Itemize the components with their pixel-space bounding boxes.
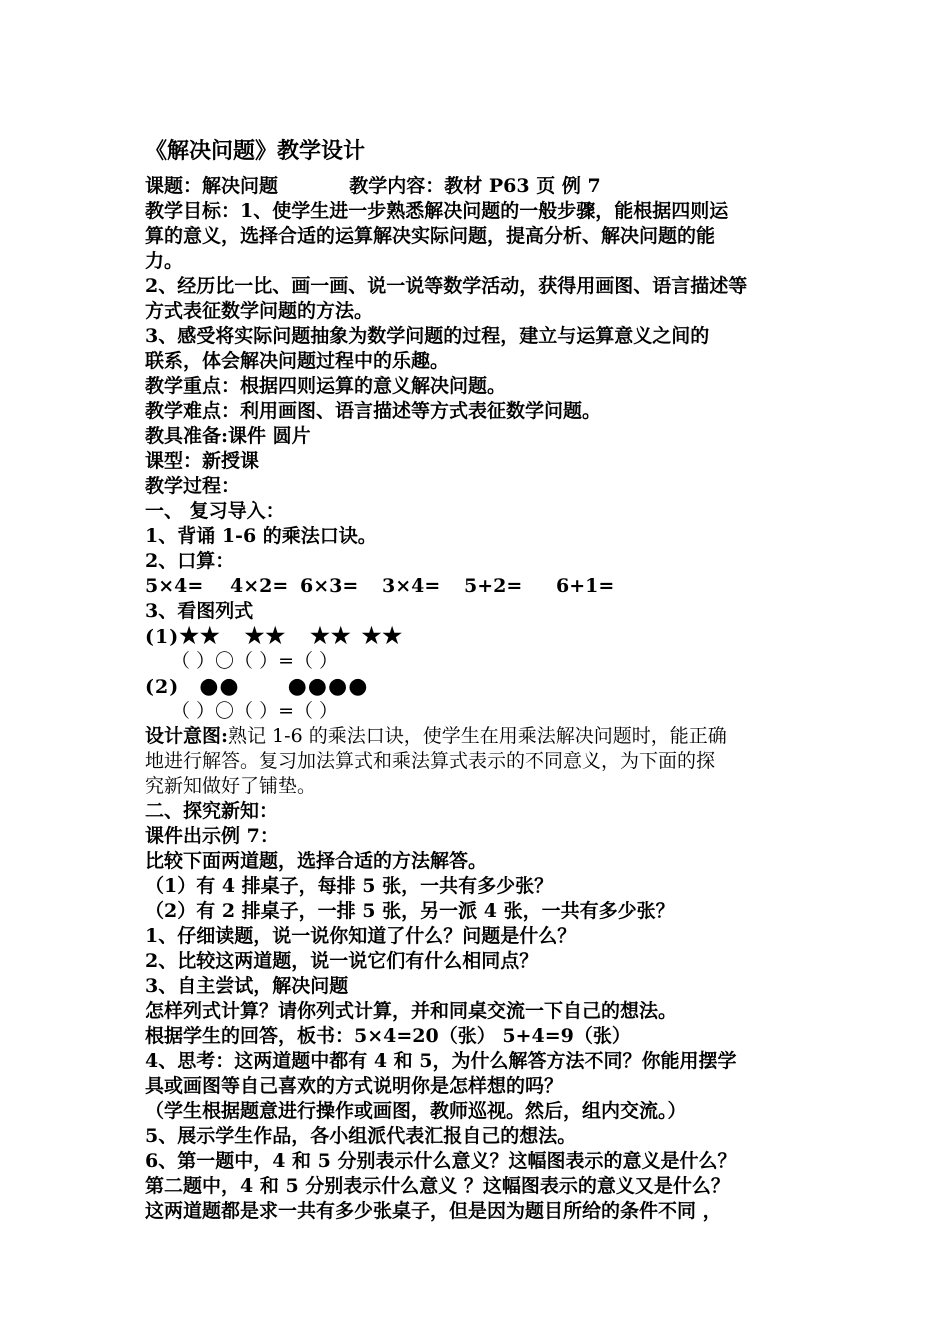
answer-blank: （ ）〇（ ）=（ ） <box>171 700 339 722</box>
text-line: （1）有 4 排桌子，每排 5 张，一共有多少张？ <box>145 875 554 897</box>
figure-dots <box>145 674 825 699</box>
calc-item: 6+1= <box>556 575 615 597</box>
star-group: ★★ <box>310 623 352 649</box>
design-intent-text: 究新知做好了铺垫。 <box>145 775 317 797</box>
text-line: 算的意义，选择合适的运算解决实际问题，提高分析、解决问题的能 <box>145 225 716 247</box>
text-line: 怎样列式计算？请你列式计算，并和同桌交流一下自己的想法。 <box>145 1000 678 1022</box>
calc-item: 6×3= <box>300 575 359 597</box>
text-line: 5、展示学生作品，各小组派代表汇报自己的想法。 <box>145 1125 577 1147</box>
design-intent-line <box>145 724 825 749</box>
answer-blank: （ ）〇（ ）=（ ） <box>171 650 339 672</box>
look-and-write-heading: 3、看图列式 <box>145 600 254 622</box>
text-line: 第二题中，4 和 5 分别表示什么意义 ？这幅图表示的意义又是什么？ <box>145 1175 730 1197</box>
text-line: 教学过程： <box>145 475 241 497</box>
figure-label: (2) <box>145 676 180 698</box>
text-line: 1、仔细读题，说一说你知道了什么？问题是什么？ <box>145 925 577 947</box>
header-line <box>145 174 825 199</box>
text-line: 3、自主尝试，解决问题 <box>145 975 349 997</box>
text-line: 6、第一题中，4 和 5 分别表示什么意义？这幅图表示的意义是什么？ <box>145 1150 737 1172</box>
calc-item: 3×4= <box>382 575 441 597</box>
text-line: （2）有 2 排桌子，一排 5 张，另一派 4 张，一共有多少张？ <box>145 900 675 922</box>
text-line: 教学目标：1、使学生进一步熟悉解决问题的一般步骤，能根据四则运 <box>145 200 729 222</box>
star-group: ★★ <box>361 623 404 649</box>
text-line: 3、感受将实际问题抽象为数学问题的过程，建立与运算意义之间的 <box>145 325 710 347</box>
document-title: 《解决问题》教学设计 <box>145 138 366 164</box>
text-line: 根据学生的回答，板书：5×4=20（张） 5+4=9（张） <box>145 1025 631 1047</box>
text-line: 一、 复习导入： <box>145 500 285 522</box>
text-line: 教具准备:课件 圆片 <box>145 425 311 447</box>
text-line: 具或画图等自己喜欢的方式说明你是怎样想的吗？ <box>145 1075 564 1097</box>
star-group: ★★ <box>244 623 287 649</box>
text-line: 力。 <box>145 250 184 272</box>
calc-item: 4×2= <box>230 575 289 597</box>
document-page <box>145 136 825 1224</box>
figure-stars <box>145 624 825 649</box>
text-line: 教学难点：利用画图、语言描述等方式表征数学问题。 <box>145 400 602 422</box>
content-text: 教学内容：教材 P63 页 例 7 <box>349 175 601 197</box>
oral-calc-row <box>145 574 825 599</box>
text-line: 方式表征数学问题的方法。 <box>145 300 374 322</box>
text-line: 4、思考：这两道题中都有 4 和 5，为什么解答方法不同？你能用摆学 <box>145 1050 737 1072</box>
text-line: 课型：新授课 <box>145 450 260 472</box>
calc-item: 5×4= <box>145 575 204 597</box>
calc-item: 5+2= <box>464 575 523 597</box>
dot-group: ●● <box>199 673 240 699</box>
text-line: 1、背诵 1-6 的乘法口诀。 <box>145 525 377 547</box>
text-line: （学生根据题意进行操作或画图，教师巡视。然后，组内交流。） <box>145 1100 687 1122</box>
text-line: 课件出示例 7： <box>145 825 279 847</box>
text-line: 2、经历比一比、画一画、说一说等数学活动，获得用画图、语言描述等 <box>145 275 748 297</box>
design-intent-label: 设计意图: <box>145 725 229 747</box>
text-line: 2、比较这两道题，说一说它们有什么相同点？ <box>145 950 539 972</box>
design-intent-text: 地进行解答。复习加法算式和乘法算式表示的不同意义，为下面的探 <box>145 750 716 772</box>
dot-group: ●●●● <box>287 673 369 699</box>
design-intent-text: 熟记 1-6 的乘法口诀，使学生在用乘法解决问题时，能正确 <box>228 725 727 747</box>
topic-text: 课题：解决问题 <box>145 175 279 197</box>
text-line: 这两道题都是求一共有多少张桌子，但是因为题目所给的条件不同 ， <box>145 1200 722 1222</box>
figure-label: (1) <box>145 626 180 648</box>
text-line: 教学重点：根据四则运算的意义解决问题。 <box>145 375 507 397</box>
text-line: 联系，体会解决问题过程中的乐趣。 <box>145 350 450 372</box>
text-line: 比较下面两道题，选择合适的方法解答。 <box>145 850 488 872</box>
star-group: ★★ <box>179 623 221 649</box>
text-line: 二、探究新知： <box>145 800 279 822</box>
text-line: 2、口算： <box>145 550 235 572</box>
